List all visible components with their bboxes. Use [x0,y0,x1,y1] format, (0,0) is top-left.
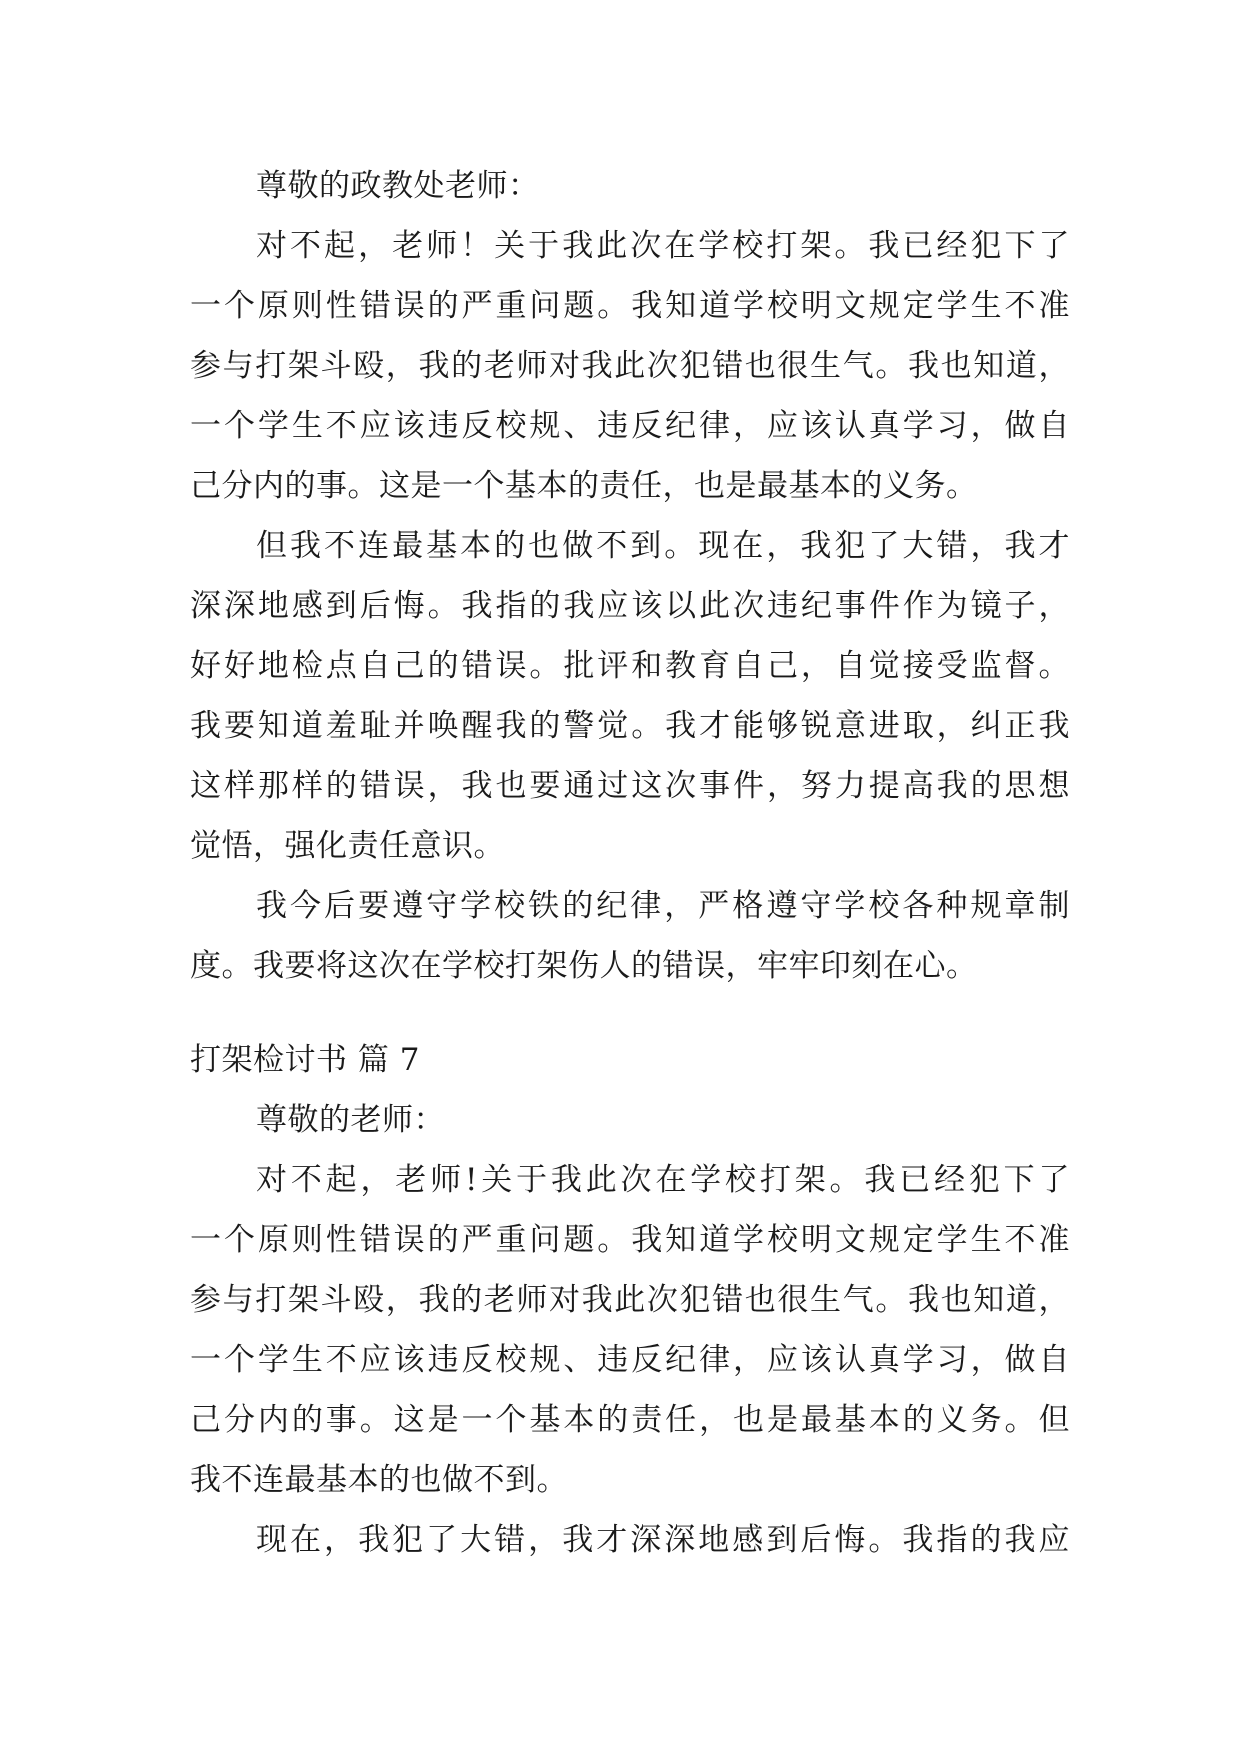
paragraph-line: 深深地感到后悔。我指的我应该以此次违纪事件作为镜子， [190,588,1070,624]
paragraph-line: 参与打架斗殴，我的老师对我此次犯错也很生气。我也知道， [190,348,1070,384]
salutation: 尊敬的政教处老师： [256,168,540,204]
paragraph-line: 好好地检点自己的错误。批评和教育自己，自觉接受监督。 [190,648,1070,684]
paragraph-line: 参与打架斗殴，我的老师对我此次犯错也很生气。我也知道， [190,1282,1070,1318]
paragraph-line: 一个学生不应该违反校规、违反纪律，应该认真学习，做自 [190,408,1070,444]
paragraph-line: 这样那样的错误，我也要通过这次事件，努力提高我的思想 [190,768,1070,804]
paragraph-line: 度。我要将这次在学校打架伤人的错误，牢牢印刻在心。 [190,948,978,984]
paragraph-line: 一个原则性错误的严重问题。我知道学校明文规定学生不准 [190,288,1070,324]
paragraph-line: 己分内的事。这是一个基本的责任，也是最基本的义务。但 [190,1402,1070,1438]
paragraph-line: 一个原则性错误的严重问题。我知道学校明文规定学生不准 [190,1222,1070,1258]
paragraph-line: 一个学生不应该违反校规、违反纪律，应该认真学习，做自 [190,1342,1070,1378]
salutation: 尊敬的老师： [256,1102,445,1138]
paragraph-line: 觉悟，强化责任意识。 [190,828,505,864]
paragraph-line: 己分内的事。这是一个基本的责任，也是最基本的义务。 [190,468,978,504]
paragraph-line: 对不起，老师！关于我此次在学校打架。我已经犯下了 [256,228,1070,264]
paragraph-line: 我今后要遵守学校铁的纪律，严格遵守学校各种规章制 [256,888,1070,924]
paragraph-line: 对不起，老师!关于我此次在学校打架。我已经犯下了 [256,1162,1070,1198]
paragraph-line: 我不连最基本的也做不到。 [190,1462,568,1498]
paragraph-line: 现在，我犯了大错，我才深深地感到后悔。我指的我应 [256,1522,1070,1558]
paragraph-line: 但我不连最基本的也做不到。现在，我犯了大错，我才 [256,528,1070,564]
section-title: 打架检讨书 篇 7 [190,1042,420,1078]
paragraph-line: 我要知道羞耻并唤醒我的警觉。我才能够锐意进取，纠正我 [190,708,1070,744]
